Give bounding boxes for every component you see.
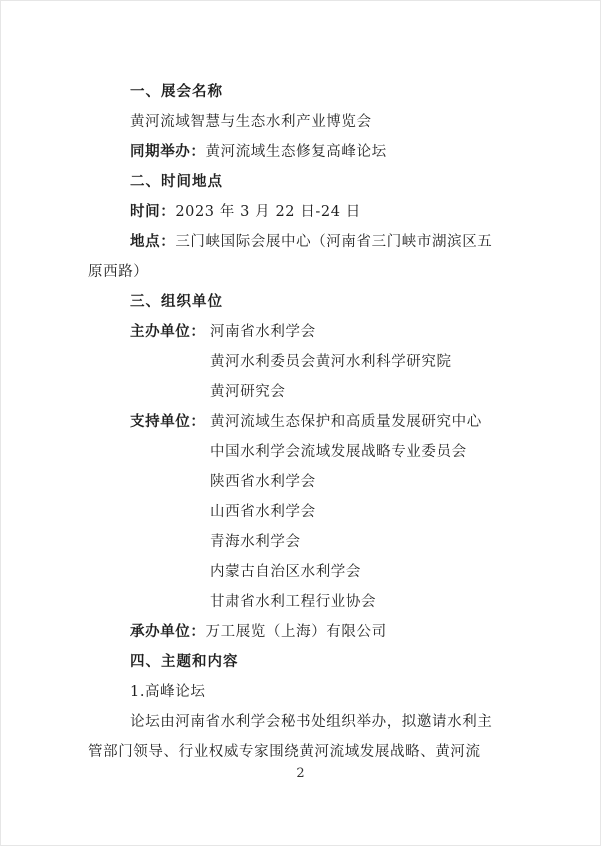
supporter-item: 黄河流域生态保护和高质量发展研究中心	[210, 414, 482, 430]
paragraph-line-2: 管部门领导、行业权威专家围绕黄河流域发展战略、黄河流	[88, 744, 481, 760]
supporter-item: 内蒙古自治区水利学会	[210, 564, 361, 580]
supporter-item: 青海水利学会	[210, 534, 301, 550]
paragraph-line-1: 论坛由河南省水利学会秘书处组织举办，拟邀请水利主	[130, 714, 493, 730]
supporter-item: 陕西省水利学会	[210, 474, 316, 490]
place-value-line2: 原西路）	[88, 264, 149, 280]
section-2-title: 二、时间地点	[130, 174, 223, 190]
section-3-title: 三、组织单位	[130, 294, 223, 310]
host-item: 黄河水利委员会黄河水利科学研究院	[210, 354, 452, 370]
supporter-item: 甘肃省水利工程行业协会	[210, 594, 377, 610]
place-value-line1: 三门峡国际会展中心（河南省三门峡市湖滨区五	[175, 234, 493, 250]
concurrent-value: 黄河流域生态修复高峰论坛	[205, 144, 387, 160]
section-4-title: 四、主题和内容	[130, 654, 239, 670]
subsection-1-title: 1.高峰论坛	[130, 684, 206, 700]
expo-name: 黄河流域智慧与生态水利产业博览会	[130, 114, 372, 130]
supporter-item: 中国水利学会流域发展战略专业委员会	[210, 444, 467, 460]
page-number: 2	[296, 766, 305, 781]
organizer-label: 承办单位：	[130, 624, 206, 640]
place-line	[130, 232, 492, 252]
section-1-title: 一、展会名称	[130, 84, 223, 100]
time-label: 时间：	[130, 204, 176, 220]
host-item: 河南省水利学会	[210, 324, 316, 340]
time-line	[130, 202, 361, 222]
time-value: 2023 年 3 月 22 日-24 日	[175, 204, 361, 220]
place-label: 地点：	[130, 234, 176, 250]
organizer-value: 万工展览（上海）有限公司	[205, 624, 387, 640]
supporter-item: 山西省水利学会	[210, 504, 316, 520]
support-label: 支持单位：	[130, 414, 206, 430]
host-item: 黄河研究会	[210, 384, 286, 400]
concurrent-label: 同期举办：	[130, 144, 206, 160]
organizer-line	[130, 622, 387, 642]
concurrent-event-line	[130, 142, 387, 162]
host-label: 主办单位：	[130, 324, 206, 340]
